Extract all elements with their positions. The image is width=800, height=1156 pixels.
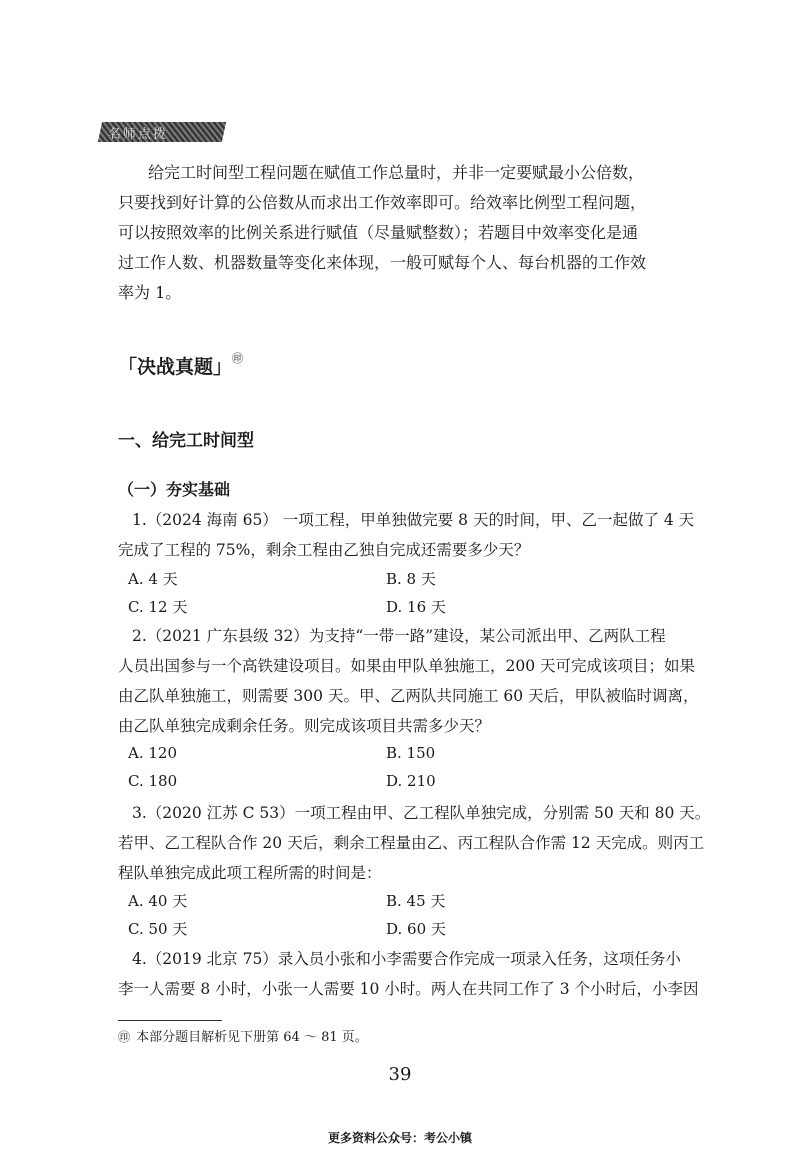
footnote-mark-icon: ㊞ <box>118 1030 131 1044</box>
question-1-options <box>128 568 688 624</box>
option-row <box>128 744 688 772</box>
section-title-text: 「决战真题」 <box>118 356 233 378</box>
question-2 <box>118 621 699 741</box>
option-c: C. 12 天 <box>128 598 188 616</box>
question-line: 由乙队单独完成剩余任务。则完成该项目共需多少天？ <box>118 717 491 735</box>
question-3 <box>118 798 711 888</box>
tip-line: 给完工时间型工程问题在赋值工作总量时，并非一定要赋最小公倍数， <box>148 163 645 182</box>
question-line: 若甲、乙工程队合作 20 天后，剩余工程量由乙、丙工程队合作需 12 天完成。则丙工 <box>118 834 705 852</box>
option-row <box>128 568 688 596</box>
footnote-mark: ㊞ <box>232 351 244 365</box>
option-row <box>128 890 688 918</box>
heading-level-1: 一、给完工时间型 <box>118 431 254 451</box>
tip-line: 可以按照效率的比例关系进行赋值（尽量赋整数）；若题目中效率变化是通 <box>118 223 639 242</box>
option-b: B. 150 <box>386 744 436 762</box>
source-line: 更多资料公众号：考公小镇 <box>327 1131 472 1145</box>
question-line: 1.（2024 海南 65） 一项工程，甲单独做完要 8 天的时间，甲、乙一起做了 4 天 <box>132 511 695 529</box>
question-line: 2.（2021 广东县级 32）为支持“一带一路”建设，某公司派出甲、乙两队工程 <box>132 627 666 645</box>
footnote <box>118 1026 368 1045</box>
question-2-options <box>128 744 688 800</box>
tip-line: 率为 1。 <box>118 283 182 302</box>
option-d: D. 210 <box>386 772 436 790</box>
option-c: C. 180 <box>128 772 178 790</box>
heading-level-2: （一）夯实基础 <box>118 480 231 499</box>
tip-line: 只要找到好计算的公倍数从而求出工作效率即可。给效率比例型工程问题， <box>118 193 647 212</box>
question-line: 4.（2019 北京 75）录入员小张和小李需要合作完成一项录入任务，这项任务小 <box>132 950 681 968</box>
option-row <box>128 772 688 800</box>
question-line: 完成了工程的 75%，剩余工程由乙独自完成还需要多少天？ <box>118 541 530 559</box>
page-number: 39 <box>388 1064 412 1085</box>
question-3-options <box>128 890 688 946</box>
question-1 <box>118 505 695 565</box>
option-d: D. 16 天 <box>386 598 446 616</box>
tip-banner <box>98 122 226 142</box>
tip-banner-label: 名师点拨 <box>107 127 168 142</box>
question-4 <box>118 944 699 1004</box>
option-row <box>128 596 688 624</box>
tip-line: 过工作人数、机器数量等变化来体现，一般可赋每个人、每台机器的工作效 <box>118 253 647 272</box>
question-line: 程队单独完成此项工程所需的时间是： <box>118 864 382 882</box>
option-a: A. 120 <box>128 744 177 762</box>
question-line: 由乙队单独施工，则需要 300 天。甲、乙两队共同施工 60 天后，甲队被临时调离， <box>118 687 699 705</box>
section-title <box>118 352 243 379</box>
footnote-text: 本部分题目解析见下册第 64 ～ 81 页。 <box>136 1030 368 1045</box>
option-d: D. 60 天 <box>386 920 446 938</box>
option-row <box>128 918 688 946</box>
option-c: C. 50 天 <box>128 920 188 938</box>
question-line: 李一人需要 8 小时，小张一人需要 10 小时。两人在共同工作了 3 个小时后，小李因 <box>118 980 699 998</box>
question-line: 3.（2020 江苏 C 53）一项工程由甲、乙工程队单独完成，分别需 50 天和 80 天。 <box>132 804 711 822</box>
option-a: A. 40 天 <box>128 892 188 910</box>
footnote-divider <box>118 1020 222 1021</box>
tip-paragraph <box>118 158 690 308</box>
option-b: B. 45 天 <box>386 892 446 910</box>
question-line: 人员出国参与一个高铁建设项目。如果由甲队单独施工，200 天可完成该项目；如果 <box>118 657 696 675</box>
option-a: A. 4 天 <box>128 570 178 588</box>
option-b: B. 8 天 <box>386 570 436 588</box>
